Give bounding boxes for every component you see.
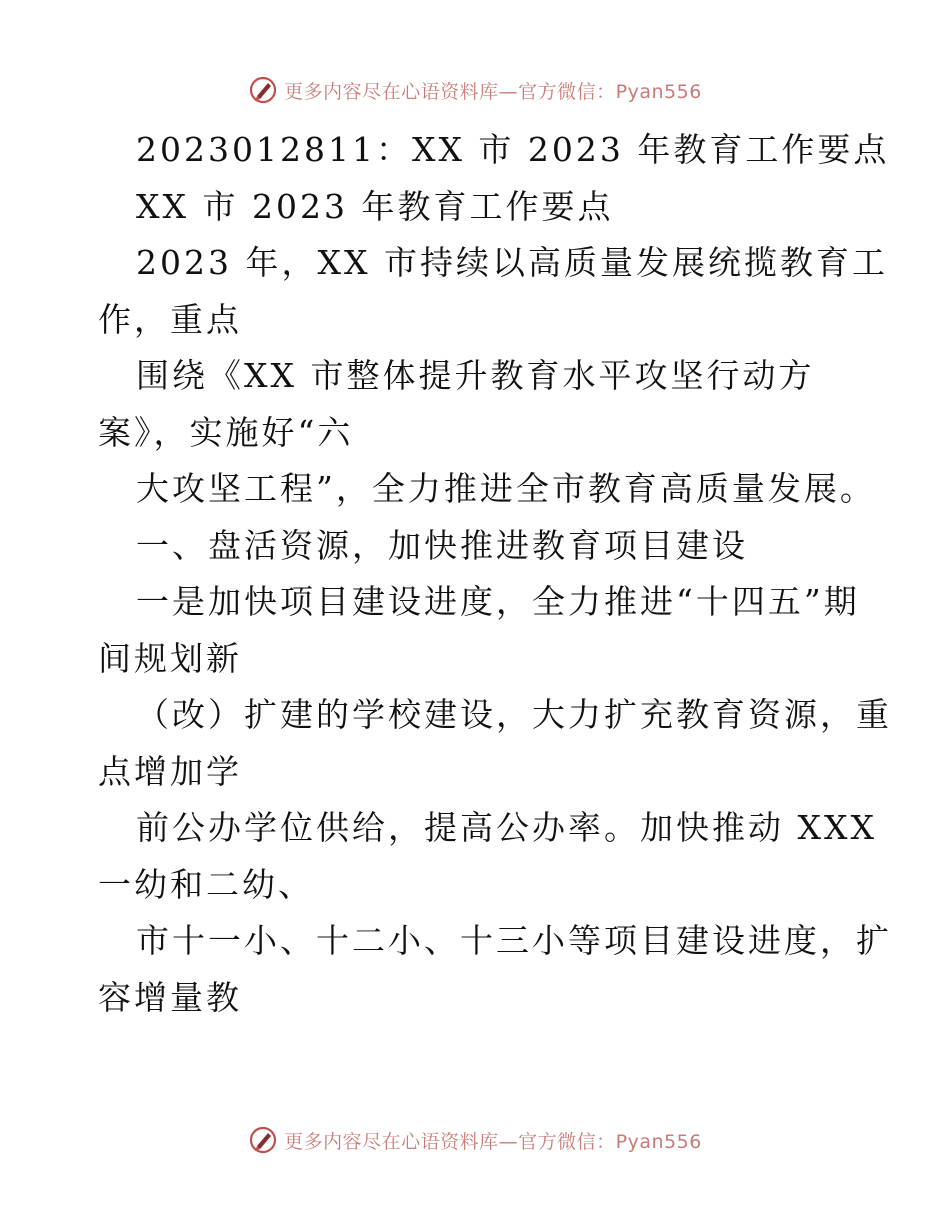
watermark-group <box>248 1125 702 1155</box>
document-line: 2023 年，XX 市持续以高质量发展统揽教育工 <box>136 243 888 282</box>
pen-logo-icon <box>248 1125 278 1155</box>
pen-logo-icon <box>248 75 278 105</box>
document-line: 间规划新 <box>98 638 242 678</box>
watermark-group <box>248 75 702 105</box>
document-line: 大攻坚工程”，全力推进全市教育高质量发展。 <box>136 469 876 508</box>
document-line: 前公办学位供给，提高公办率。加快推动 XXX <box>136 808 877 847</box>
document-line: XX 市 2023 年教育工作要点 <box>136 186 614 226</box>
watermark-text: 更多内容尽在心语资料库—官方微信：Pyan556 <box>284 80 702 103</box>
footer-watermark <box>0 1122 950 1158</box>
document-line: 作，重点 <box>98 299 242 339</box>
document-line: 案》，实施好“六 <box>98 412 354 452</box>
document-line: 一幼和二幼、 <box>98 864 314 904</box>
document-line: 一、盘活资源，加快推进教育项目建设 <box>136 525 748 565</box>
document-line: 围绕《XX 市整体提升教育水平攻坚行动方 <box>136 356 815 395</box>
document-line: 容增量教 <box>98 977 242 1017</box>
document-line: 市十一小、十二小、十三小等项目建设进度，扩 <box>136 921 892 960</box>
document-body <box>98 122 892 1026</box>
document-line: （改）扩建的学校建设，大力扩充教育资源，重 <box>136 695 892 734</box>
document-line: 点增加学 <box>98 751 242 791</box>
document-line: 一是加快项目建设进度，全力推进“十四五”期 <box>136 582 860 621</box>
watermark-text: 更多内容尽在心语资料库—官方微信：Pyan556 <box>284 1130 702 1153</box>
document-line: 2023012811：XX 市 2023 年教育工作要点 <box>136 130 890 169</box>
header-watermark <box>0 72 950 108</box>
